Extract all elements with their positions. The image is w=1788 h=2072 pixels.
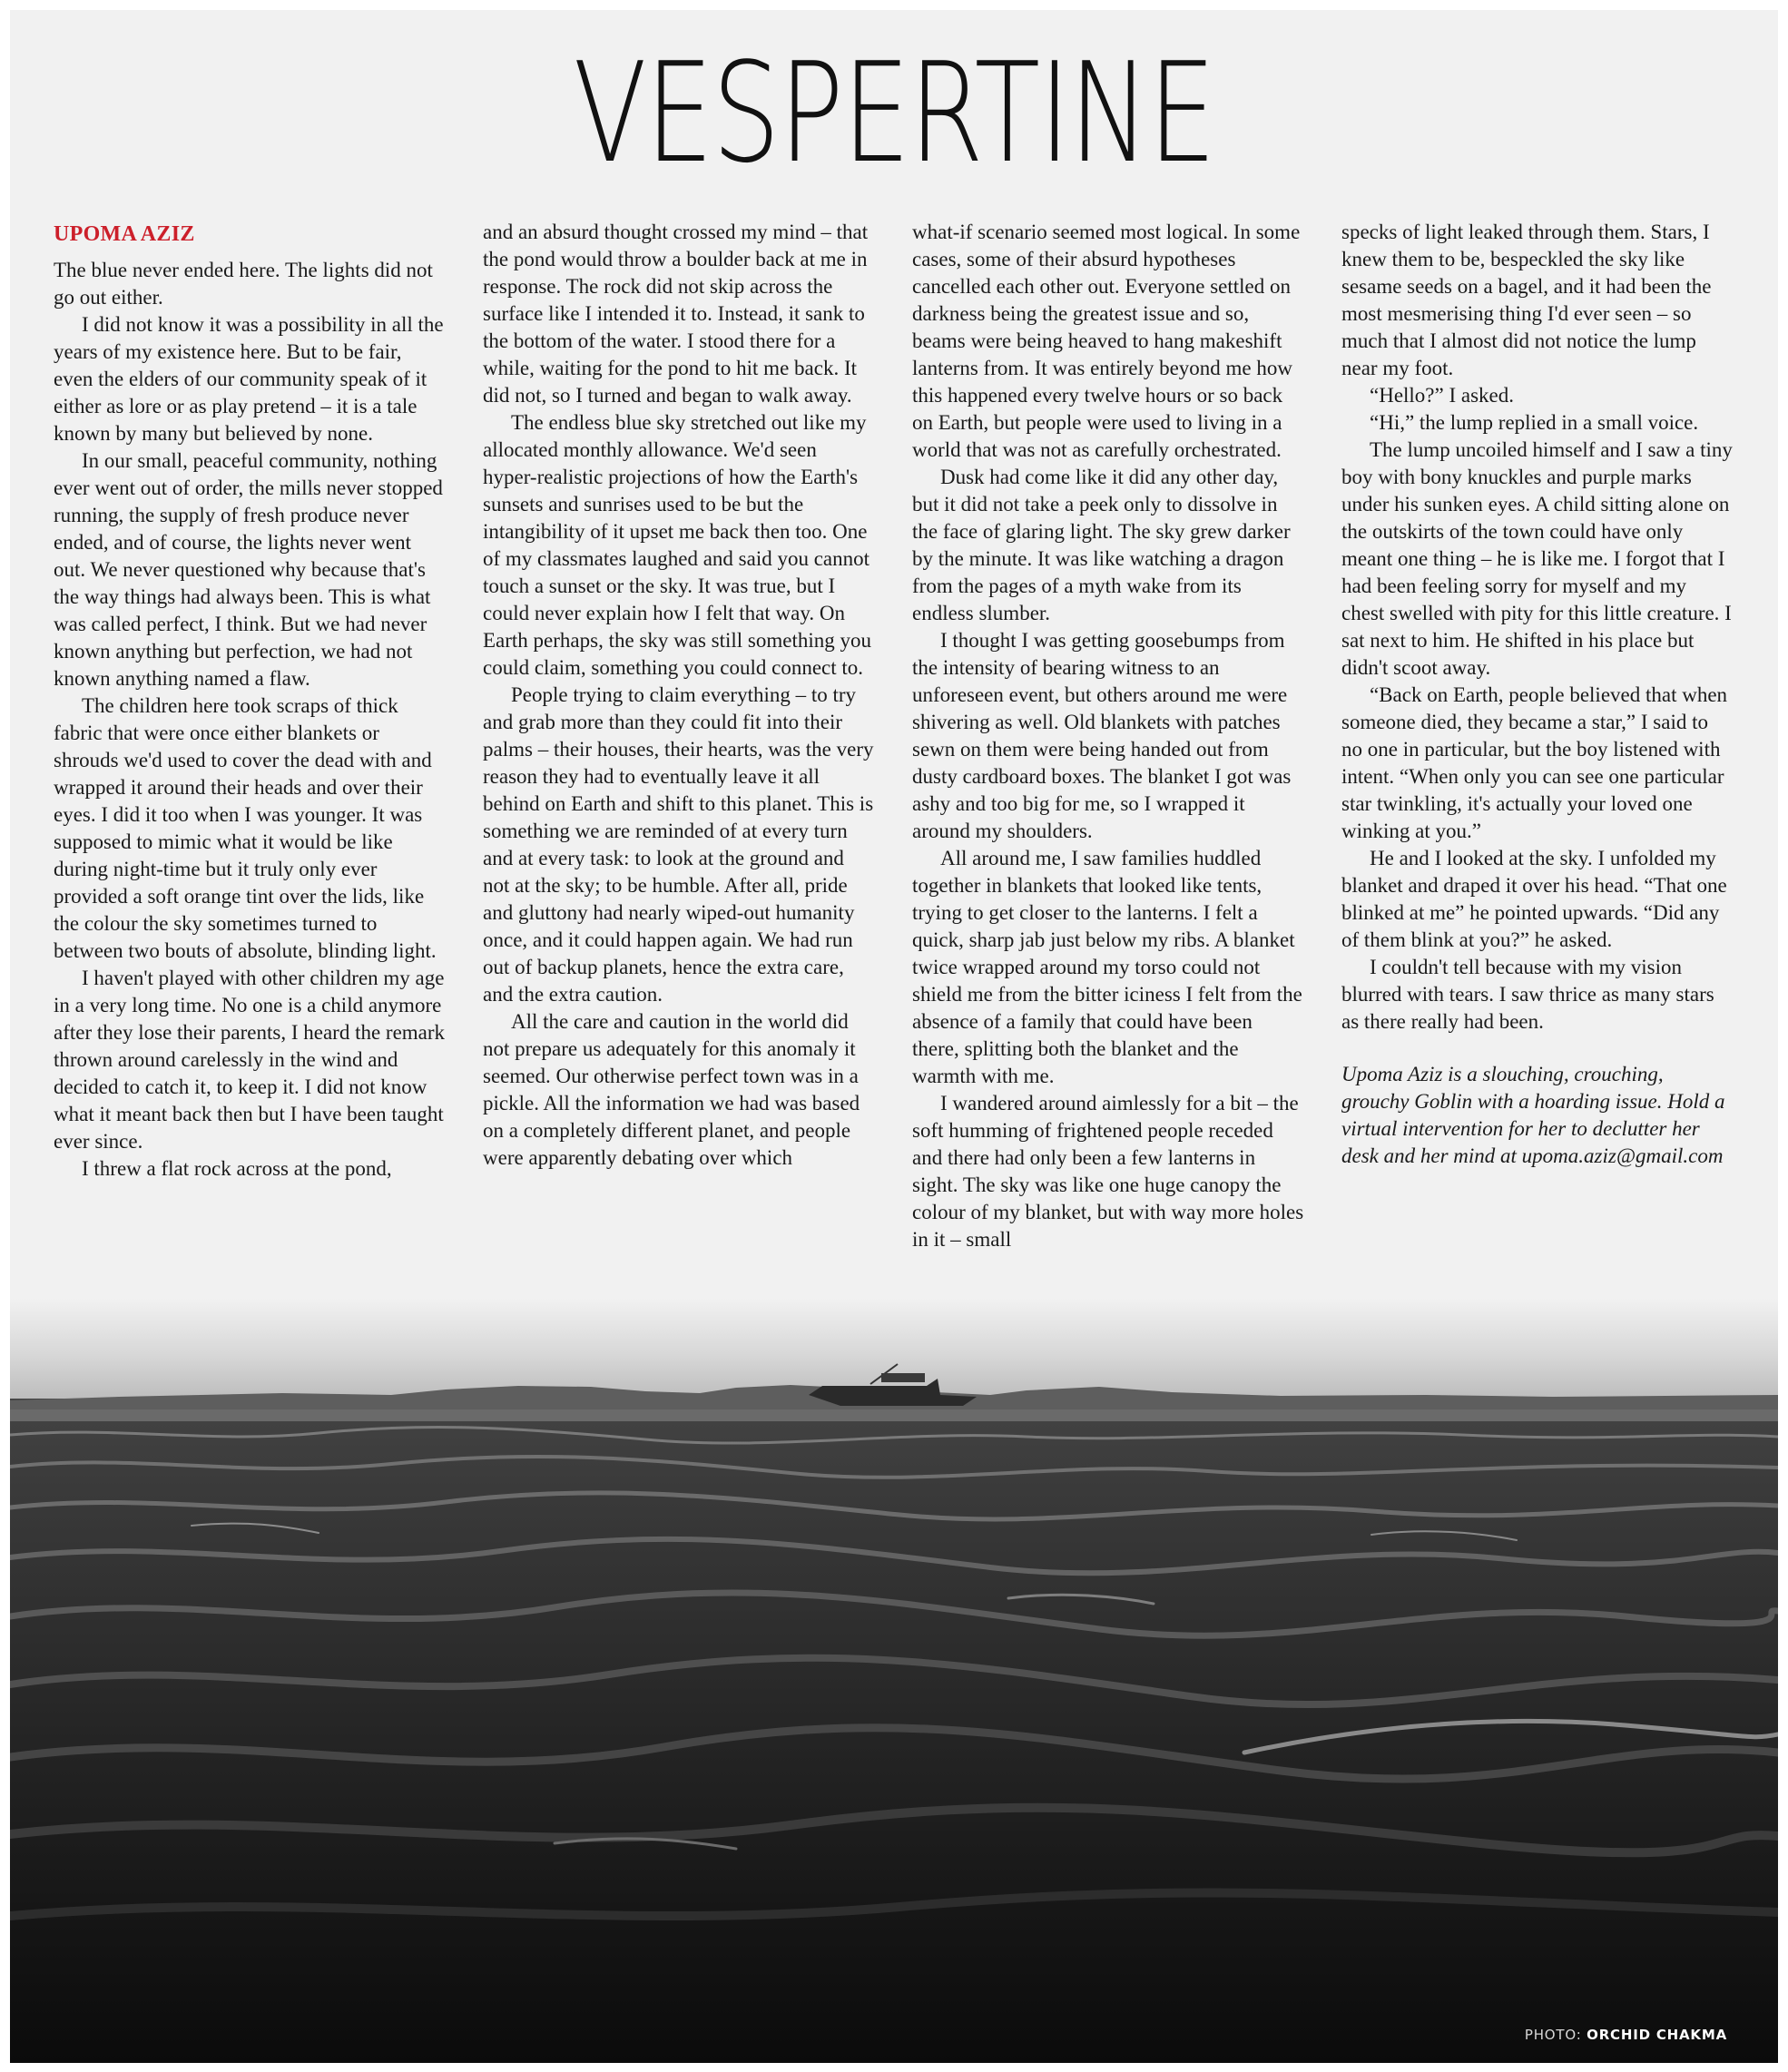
article-page (10, 10, 1778, 2063)
text-column-1 (54, 219, 446, 1183)
sea-photograph (10, 1299, 1778, 2063)
author-byline: UPOMA AZIZ (54, 222, 195, 246)
paragraph: All around me, I saw families huddled together in blankets that looked like tents, trying to get closer to the lanterns. I felt a quick, sharp jab just below my ribs. A blanket twice wrapped around my torso could not shield me from the bitter iciness I felt from the absence of a family that could have been there, splitting both the blanket and the warmth with me. (912, 847, 1302, 1087)
paragraph: I did not know it was a possibility in all the years of my existence here. But to be fair, even the elders of our community speak of it either as lore or as play pretend – it is a tale known by many but believed by none. (54, 313, 444, 445)
paragraph: He and I looked at the sky. I unfolded my blanket and draped it over his head. “That one blinked at me” he pointed upwards. “Did any of them blink at you?” he asked. (1341, 847, 1727, 951)
paragraph: what-if scenario seemed most logical. In some cases, some of their absurd hypotheses cancelled each other out. Everyone settled on darkness being the greatest issue and so, beams were being heaved to hang makeshift lanterns from. It was entirely beyond me how this happened every twelve hours or so back on Earth, but people were used to living in a world that was not as carefully orchestrated. (912, 221, 1301, 461)
photo-credit (1525, 2027, 1727, 2043)
paragraph: I thought I was getting goosebumps from the intensity of bearing witness to an unforeseen event, but others around me were shivering as well. Old blankets with patches sewn on them were being handed out from dusty cardboard boxes. The blanket I got was ashy and too big for me, so I wrapped it around my shoulders. (912, 629, 1292, 842)
paragraph: All the care and caution in the world did not prepare us adequately for this anomaly it seemed. Our otherwise perfect town was in a pickle. All the information we had was based on a completely different planet, and people were apparently debating over which (483, 1010, 860, 1169)
paragraph: “Back on Earth, people believed that when someone died, they became a star,” I said to no one in particular, but the boy listened with intent. “When only you can see one particular star twinkling, it's actually your loved one winking at you.” (1341, 683, 1728, 842)
sea-photo-graphic (10, 1299, 1778, 2063)
author-bio: Upoma Aziz is a slouching, crouching, grouchy Goblin with a hoarding issue. Hold a virtual intervention for her to declutter her desk and her mind at upoma.aziz@gmail.com (1341, 1063, 1725, 1167)
paragraph: Dusk had come like it did any other day, but it did not take a peek only to dissolve in the face of glaring light. The sky grew darker by the minute. It was like watching a dragon from the pages of a myth wake from its endless slumber. (912, 466, 1291, 624)
paragraph: I threw a flat rock across at the pond, (82, 1157, 392, 1180)
paragraph: In our small, peaceful community, nothing ever went out of order, the mills never stopped running, the supply of fresh produce never ended, and of course, the lights never went out. We never questioned why because that's the way things had always been. This is what was called perfect, I think. But we had never known anything but perfection, we had not known anything named a flaw. (54, 449, 443, 690)
photo-credit-label: PHOTO: (1524, 2027, 1582, 2043)
text-column-3 (912, 219, 1304, 1253)
paragraph: The children here took scraps of thick fabric that were once either blankets or shrouds we'd used to cover the dead with and wrapped it around their heads and over their eyes. I did it too when I was younger. It was supposed to mimic what it would be like during night-time but it truly only ever provided a soft orange tint over the lids, like the colour the sky sometimes turned to between two bouts of absolute, blinding light. (54, 694, 437, 962)
paragraph: “Hello?” I asked. (1370, 384, 1515, 407)
paragraph: “Hi,” the lump replied in a small voice. (1370, 411, 1699, 434)
article-title: VESPERTINE (573, 33, 1215, 193)
paragraph: I couldn't tell because with my vision blurred with tears. I saw thrice as many stars as there really had been. (1341, 956, 1714, 1033)
paragraph: The endless blue sky stretched out like my allocated monthly allowance. We'd seen hyper-realistic projections of how the Earth's sunsets and sunrises used to be but the intangibility of it upset me back then too. One of my classmates laughed and said you cannot touch a sunset or the sky. It was true, but I could never explain how I felt that way. On Earth perhaps, the sky was still something you could claim, something you could connect to. (483, 411, 871, 679)
text-column-2 (483, 219, 875, 1172)
paragraph: The blue never ended here. The lights did not go out either. (54, 259, 433, 309)
paragraph: specks of light leaked through them. Stars, I knew them to be, bespeckled the sky like sesame seeds on a bagel, and it had been the most mesmerising thing I'd ever seen – so much that I almost did not notice the lump near my foot. (1341, 221, 1712, 379)
photo-credit-name: ORCHID CHAKMA (1587, 2027, 1727, 2043)
text-column-4 (1341, 219, 1734, 1170)
paragraph: I haven't played with other children my age in a very long time. No one is a child anymore after they lose their parents, I heard the remark thrown around carelessly in the wind and decided to catch it, to keep it. I did not know what it meant back then but I have been taught ever since. (54, 967, 446, 1153)
paragraph: I wandered around aimlessly for a bit – the soft humming of frightened people receded and there had only been a few lanterns in sight. The sky was like one huge canopy the colour of my blanket, but with way more holes in it – small (912, 1092, 1304, 1251)
paragraph: and an absurd thought crossed my mind – that the pond would throw a boulder back at me in response. The rock did not skip across the surface like I intended it to. Instead, it sank to the bottom of the water. I stood there for a while, waiting for the pond to hit me back. It did not, so I turned and began to walk away. (483, 221, 869, 407)
paragraph: The lump uncoiled himself and I saw a tiny boy with bony knuckles and purple marks under his sunken eyes. A child sitting alone on the outskirts of the town could have only meant one thing – he is like me. I forgot that I had been feeling sorry for myself and my chest swelled with pity for this little creature. I sat next to him. He shifted in his place but didn't scoot away. (1341, 438, 1733, 679)
paragraph: People trying to claim everything – to try and grab more than they could fit into their palms – their houses, their hearts, was the very reason they had to eventually leave it all behind on Earth and shift to this planet. This is something we are reminded of at every turn and at every task: to look at the ground and not at the sky; to be humble. After all, pride and gluttony had nearly wiped-out humanity once, and it could happen again. We had run out of backup planets, hence the extra care, and the extra caution. (483, 683, 874, 1006)
